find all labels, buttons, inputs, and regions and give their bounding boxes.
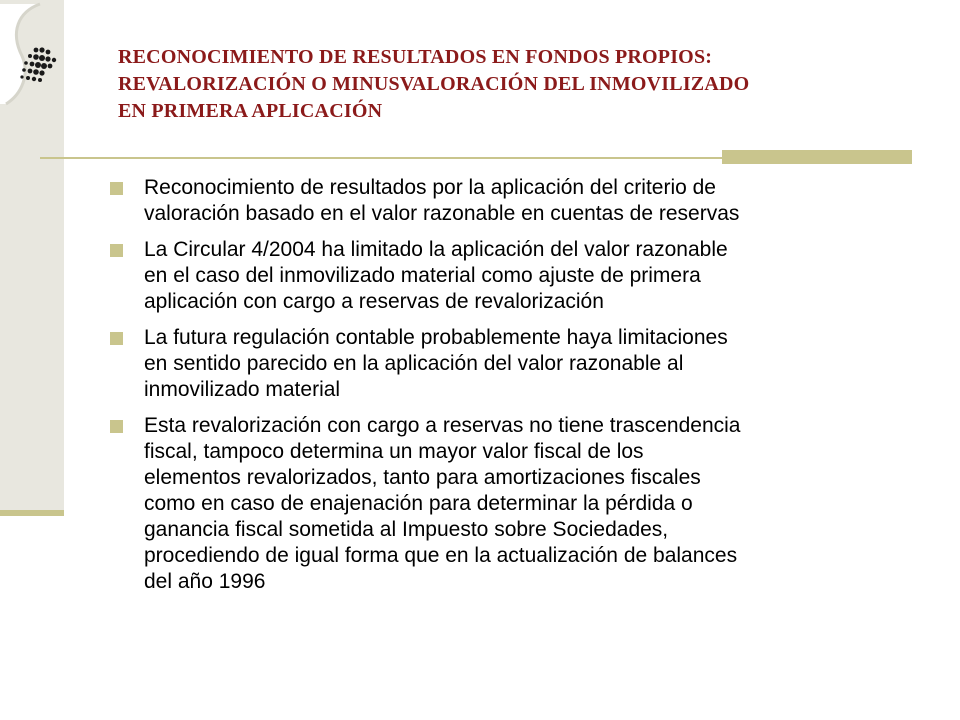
logo-dot — [38, 78, 42, 82]
bullet-text — [144, 325, 910, 403]
left-bar-base — [0, 510, 64, 516]
logo-dot — [32, 77, 36, 81]
square-bullet-icon — [110, 332, 123, 345]
bullet-list — [110, 175, 910, 605]
logo-icon — [0, 0, 64, 110]
logo-dot — [45, 56, 50, 61]
bullet-line: inmovilizado material — [144, 378, 341, 401]
logo-dot — [39, 55, 45, 61]
logo-dot — [39, 70, 44, 75]
bullet-line: del año 1996 — [144, 570, 266, 593]
square-bullet-icon — [110, 182, 123, 195]
logo-dot — [26, 76, 30, 80]
bullet-text — [144, 175, 910, 227]
bullet-item-2 — [110, 237, 910, 315]
slide-title — [118, 44, 918, 125]
bullet-line: Esta revalorización con cargo a reservas no tiene trascendencia — [144, 414, 741, 437]
title-divider-line — [40, 157, 722, 159]
title-line-1: RECONOCIMIENTO DE RESULTADOS EN FONDOS PROPIOS: — [118, 46, 713, 68]
bullet-line: como en caso de enajenación para determinar la pérdida o — [144, 492, 693, 515]
logo-dot — [33, 54, 39, 60]
bullet-line: en el caso del inmovilizado material como ajuste de primera — [144, 264, 701, 287]
logo-dot — [28, 54, 32, 58]
bullet-line: aplicación con cargo a reservas de revalorización — [144, 290, 604, 313]
bullet-line: ganancia fiscal sometida al Impuesto sobre Sociedades, — [144, 518, 669, 541]
bullet-line: en sentido parecido en la aplicación del valor razonable al — [144, 352, 684, 375]
title-line-3: EN PRIMERA APLICACIÓN — [118, 100, 383, 122]
logo-dot — [39, 47, 44, 52]
bullet-item-4 — [110, 413, 910, 595]
logo-dot — [41, 63, 47, 69]
logo-dot — [35, 62, 41, 68]
logo-dot — [30, 62, 35, 67]
bullet-line: fiscal, tampoco determina un mayor valor fiscal de los — [144, 440, 644, 463]
logo-dot — [24, 61, 28, 65]
bullet-item-1 — [110, 175, 910, 227]
title-line-2: REVALORIZACIÓN O MINUSVALORACIÓN DEL INMOVILIZADO — [118, 73, 750, 95]
bullet-line: procediendo de igual forma que en la actualización de balances — [144, 544, 738, 567]
title-divider-block — [722, 150, 912, 164]
bullet-line: elementos revalorizados, tanto para amortizaciones fiscales — [144, 466, 701, 489]
bullet-line: La Circular 4/2004 ha limitado la aplicación del valor razonable — [144, 238, 728, 261]
logo-dot — [48, 64, 53, 69]
logo-dot — [52, 58, 56, 62]
bullet-text — [144, 237, 910, 315]
bullet-line: La futura regulación contable probablemente haya limitaciones — [144, 326, 728, 349]
bullet-item-3 — [110, 325, 910, 403]
logo-dot — [33, 69, 39, 75]
square-bullet-icon — [110, 420, 123, 433]
logo-dot — [34, 48, 39, 53]
logo-dot — [28, 69, 33, 74]
bullet-text — [144, 413, 910, 595]
logo-dot — [20, 75, 23, 78]
logo-dot — [22, 68, 26, 72]
bullet-line: Reconocimiento de resultados por la aplicación del criterio de — [144, 176, 716, 199]
square-bullet-icon — [110, 244, 123, 257]
bullet-line: valoración basado en el valor razonable en cuentas de reservas — [144, 202, 740, 225]
logo-dot — [46, 50, 51, 55]
